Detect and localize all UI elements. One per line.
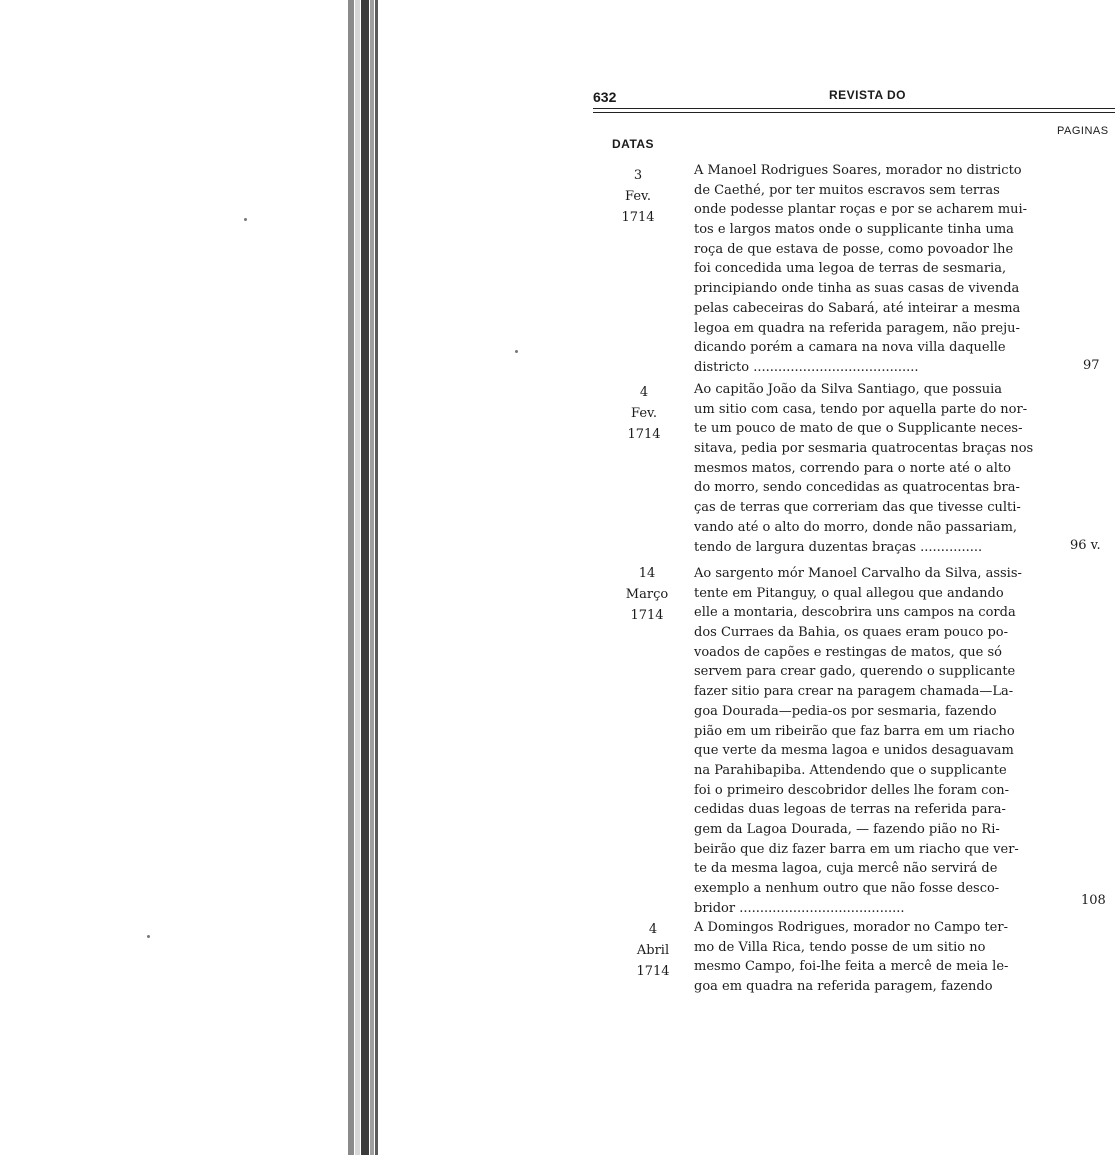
running-head: REVISTA DO	[829, 88, 907, 102]
entry-date: 14 Março 1714	[625, 566, 669, 623]
entry-page-ref: 108	[1081, 893, 1106, 908]
paper-speck	[515, 350, 518, 353]
entry-text: A Manoel Rodrigues Soares, morador no districto de Caethé, por ter muitos escravos sem terras onde podesse plantar roças e por se acharem mui- tos e largos matos onde o supplicante tinha uma roça de que estava de posse, como povoador lhe foi concedida uma legoa de terras de sesmaria, principiando onde tinha as suas casas de vivenda pelas cabeceiras do Sabará, até inteirar a mesma legoa em quadra na referida paragem, não preju- dicando porém a camara na nova villa daquelle districto ........................................	[694, 163, 1028, 375]
book-spine	[345, 0, 387, 1155]
dates-column-heading: DATAS	[612, 137, 655, 151]
entry-date: 4 Abril 1714	[636, 922, 670, 979]
entry-text: Ao capitão João da Silva Santiago, que possuia um sitio com casa, tendo por aquella parte do nor- te um pouco de mato de que o Supplicante neces- sitava, pedia por sesmaria quatrocentas braças nos mesmos matos, correndo para o norte até o alto do morro, sendo concedidas as quatrocentas bra- ças de terras que correriam das que tivesse culti- vando até o alto do morro, donde não passariam, tendo de largura duzentas braças ...............	[694, 382, 1034, 555]
pages-column-heading: PAGINAS	[1057, 125, 1109, 137]
entry-date: 3 Fev. 1714	[621, 168, 655, 225]
entry-page-ref: 96 v.	[1070, 538, 1101, 553]
header-rule	[593, 108, 1115, 113]
paper-speck	[147, 935, 150, 938]
entry-date: 4 Fev. 1714	[627, 385, 661, 442]
entry-page-ref: 97	[1083, 358, 1100, 373]
entry-text: Ao sargento mór Manoel Carvalho da Silva, assis- tente em Pitanguy, o qual allegou que andando elle a montaria, descobrira uns campos na corda dos Curraes da Bahia, os quaes eram pouco po- voados de capões e restingas de matos, que só servem para crear gado, querendo o supplicante fazer sitio para crear na paragem chamada—La- goa Dourada—pedia-os por sesmaria, fazendo pião em um ribeirão que faz barra em um riacho que verte da mesma lagoa e unidos desaguavam na Parahibapiba. Attendendo que o supplicante foi o primeiro descobridor delles lhe foram con- cedidas duas legoas de terras na referida para- gem da Lagoa Dourada, — fazendo pião no Ri- beirão que diz fazer barra em um riacho que ver- te da mesma lagoa, cuja mercê não servirá de exemplo a nenhum outro que não fosse desco- bridor ........................................	[694, 566, 1022, 916]
paper-speck	[244, 218, 247, 221]
entry-text: A Domingos Rodrigues, morador no Campo ter- mo de Villa Rica, tendo posse de um sitio no mesmo Campo, foi-lhe feita a mercê de meia le- goa em quadra na referida paragem, fazendo	[694, 920, 1009, 995]
page-number: 632	[593, 89, 617, 105]
